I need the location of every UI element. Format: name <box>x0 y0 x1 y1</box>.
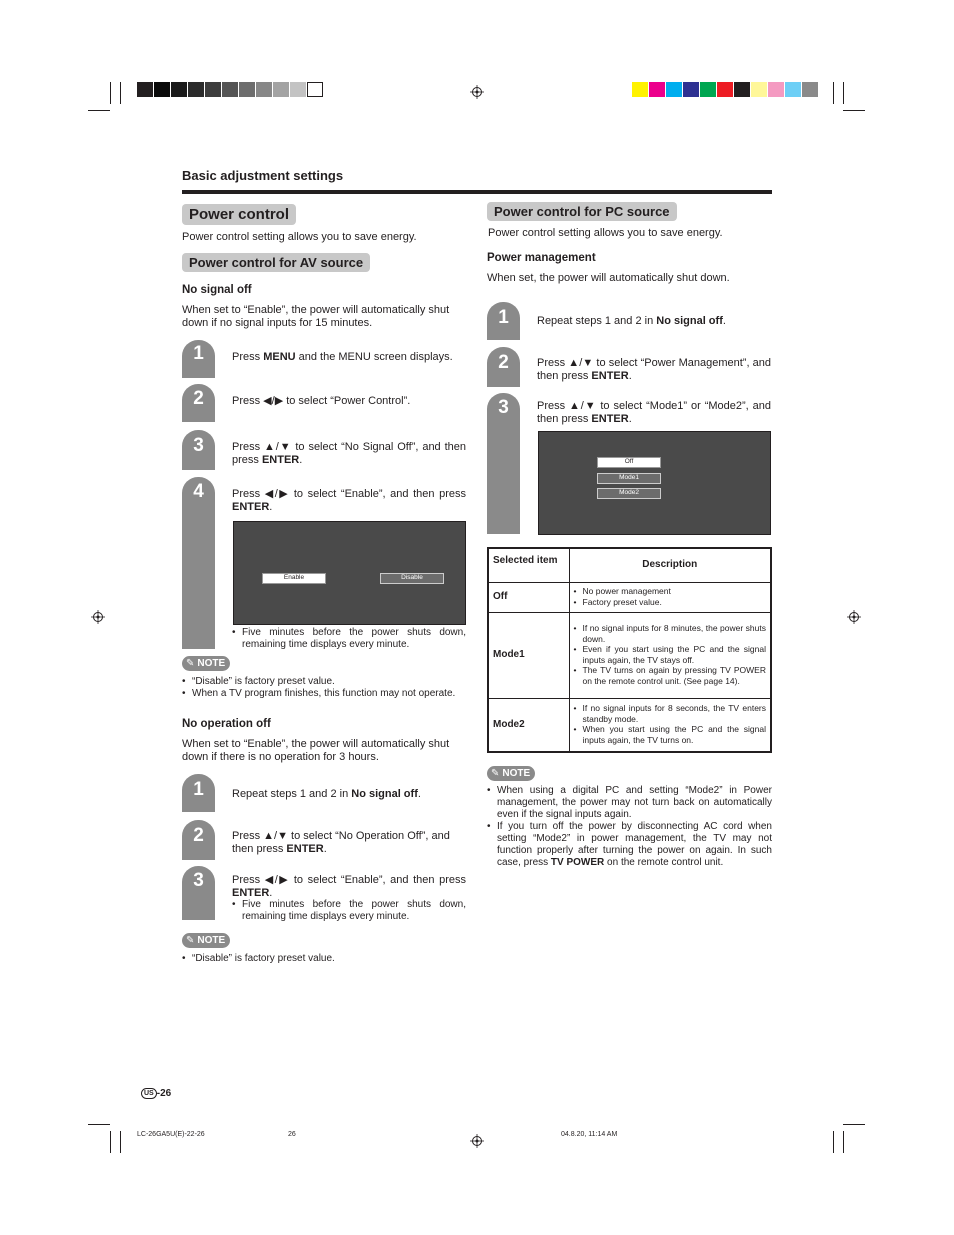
step-number: 2 <box>193 388 204 409</box>
step-number: 1 <box>193 343 204 364</box>
color-swatch <box>273 82 289 97</box>
note-item: • When a TV program finishes, this function may not operate. <box>182 688 472 700</box>
step-number: 3 <box>193 435 204 456</box>
header-rule <box>182 190 772 194</box>
pencil-icon: ✎ <box>186 935 195 946</box>
color-swatch <box>188 82 204 97</box>
power-management-description: When set, the power will automatically shut down. <box>487 272 730 284</box>
pencil-icon: ✎ <box>186 658 195 669</box>
crop-mark <box>843 110 865 111</box>
page-title: Power control <box>182 204 296 225</box>
tv-menu-screen <box>538 431 771 535</box>
note-list <box>182 676 472 700</box>
crop-mark <box>843 1124 865 1125</box>
intro-text: Power control setting allows you to save energy. <box>182 231 417 243</box>
table-header-row <box>488 548 771 582</box>
step-text: Press ▲/▼ to select “Mode1” or “Mode2”, and then press ENTER. <box>537 400 771 425</box>
table-cell-description: • If no signal inputs for 8 minutes, the power shuts down. • Even if you start using the PC and the signal inputs again, the TV stays off. • The TV turns on again by pressing TV POWER on the remote control unit. (See page 14). <box>569 612 771 698</box>
column-header: Description <box>569 548 771 582</box>
crop-mark <box>88 110 110 111</box>
footer-datetime: 04.8.20, 11:14 AM <box>561 1131 618 1138</box>
mode2-option[interactable]: Mode2 <box>597 488 661 499</box>
color-swatch <box>205 82 221 97</box>
step-bullet: • Five minutes before the power shuts down, remaining time displays every minute. <box>232 627 466 651</box>
step-text: Press ▲/▼ to select “Power Management”, and then press ENTER. <box>537 357 771 382</box>
note-item: • If you turn off the power by disconnecting AC cord when setting “Mode2” in power management, the TV may not function properly after turning the power on again. In such case, press TV POWER on the remote control unit. <box>487 821 772 869</box>
note-list <box>487 785 772 869</box>
color-swatch <box>154 82 170 97</box>
color-swatch <box>137 82 153 97</box>
step-text: Repeat steps 1 and 2 in No signal off. <box>537 315 726 327</box>
step-number: 1 <box>193 779 204 800</box>
crop-mark <box>833 1131 834 1153</box>
color-swatch <box>734 82 750 97</box>
step-text: Press ◀/▶ to select “Power Control”. <box>232 395 411 407</box>
registration-mark-icon <box>470 1134 484 1148</box>
off-option[interactable]: Off <box>597 457 661 468</box>
color-swatch <box>307 82 323 97</box>
mode1-option[interactable]: Mode1 <box>597 473 661 484</box>
crop-mark <box>833 82 834 104</box>
pc-source-heading: Power control for PC source <box>487 202 677 221</box>
column-header: Selected item <box>488 548 569 582</box>
page-number: US -26 <box>141 1088 171 1099</box>
region-badge: US <box>141 1088 157 1099</box>
disable-option[interactable]: Disable <box>380 573 444 584</box>
note-item: • “Disable” is factory preset value. <box>182 953 472 965</box>
power-mode-table <box>487 547 772 753</box>
crop-mark <box>110 82 111 104</box>
color-swatch <box>239 82 255 97</box>
registration-mark-icon <box>847 610 861 624</box>
step-number: 4 <box>193 481 204 502</box>
step-bullet: • Five minutes before the power shuts down, remaining time displays every minute. <box>232 899 466 923</box>
registration-mark-icon <box>91 610 105 624</box>
step-text: Press ◀/▶ to select “Enable”, and then press ENTER. <box>232 874 466 899</box>
color-swatch <box>649 82 665 97</box>
step-text: Press ◀/▶ to select “Enable”, and then press ENTER. <box>232 488 466 513</box>
color-swatch <box>171 82 187 97</box>
step-number: 3 <box>498 397 509 418</box>
color-swatch <box>256 82 272 97</box>
crop-mark <box>120 1131 121 1153</box>
step-number: 1 <box>498 307 509 328</box>
tv-menu-screen <box>233 521 466 625</box>
footer-file: LC-26GA5U(E)-22-26 <box>137 1131 205 1138</box>
color-swatch <box>717 82 733 97</box>
registration-mark-icon <box>470 85 484 99</box>
pencil-icon: ✎ <box>491 768 500 779</box>
step-number: 3 <box>193 870 204 891</box>
note-item: • “Disable” is factory preset value. <box>182 676 472 688</box>
crop-mark <box>843 82 844 104</box>
enable-option[interactable]: Enable <box>262 573 326 584</box>
step-text: Press ▲/▼ to select “No Operation Off”, and then press ENTER. <box>232 830 450 855</box>
note-badge: ✎ NOTE <box>182 656 230 671</box>
note-badge: ✎ NOTE <box>182 933 230 948</box>
no-signal-off-heading: No signal off <box>182 284 252 296</box>
pc-intro-text: Power control setting allows you to save energy. <box>488 227 723 239</box>
section-title: Basic adjustment settings <box>182 168 344 183</box>
color-swatch <box>683 82 699 97</box>
table-cell-item: Mode2 <box>488 698 569 752</box>
power-management-heading: Power management <box>487 252 596 264</box>
color-swatch <box>802 82 818 97</box>
color-swatch <box>632 82 648 97</box>
table-cell-description: • If no signal inputs for 8 seconds, the TV enters standby mode. • When you start using the PC and the signal inputs again, the TV turns on. <box>569 698 771 752</box>
color-swatch <box>785 82 801 97</box>
color-swatch <box>751 82 767 97</box>
no-operation-off-description: When set to “Enable”, the power will automatically shut down if there is no operation for 3 hours. <box>182 738 450 763</box>
note-list <box>182 953 472 965</box>
crop-mark <box>843 1131 844 1153</box>
table-row <box>488 698 771 752</box>
color-swatch <box>290 82 306 97</box>
no-signal-off-description: When set to “Enable”, the power will automatically shut down if no signal inputs for 15 minutes. <box>182 304 450 329</box>
step-text: Press ▲/▼ to select “No Signal Off”, and then press ENTER. <box>232 441 466 466</box>
av-source-heading: Power control for AV source <box>182 253 370 272</box>
crop-mark <box>110 1131 111 1153</box>
note-item: • When using a digital PC and setting “Mode2” in Power management, the power may not turn back on automatically even if the signal inputs again. <box>487 785 772 821</box>
step-number: 2 <box>498 352 509 373</box>
note-badge: ✎ NOTE <box>487 766 535 781</box>
table-row <box>488 612 771 698</box>
crop-mark <box>88 1124 110 1125</box>
color-swatch <box>768 82 784 97</box>
crop-mark <box>120 82 121 104</box>
color-swatch <box>222 82 238 97</box>
table-row <box>488 582 771 612</box>
step-text: Repeat steps 1 and 2 in No signal off. <box>232 788 421 800</box>
color-swatch <box>666 82 682 97</box>
table-cell-item: Off <box>488 582 569 612</box>
step-number: 2 <box>193 825 204 846</box>
no-operation-off-heading: No operation off <box>182 718 271 730</box>
footer-page: 26 <box>288 1131 296 1138</box>
table-cell-item: Mode1 <box>488 612 569 698</box>
table-cell-description: • No power management • Factory preset value. <box>569 582 771 612</box>
color-swatch <box>700 82 716 97</box>
step-text: Press MENU and the MENU screen displays. <box>232 351 453 363</box>
